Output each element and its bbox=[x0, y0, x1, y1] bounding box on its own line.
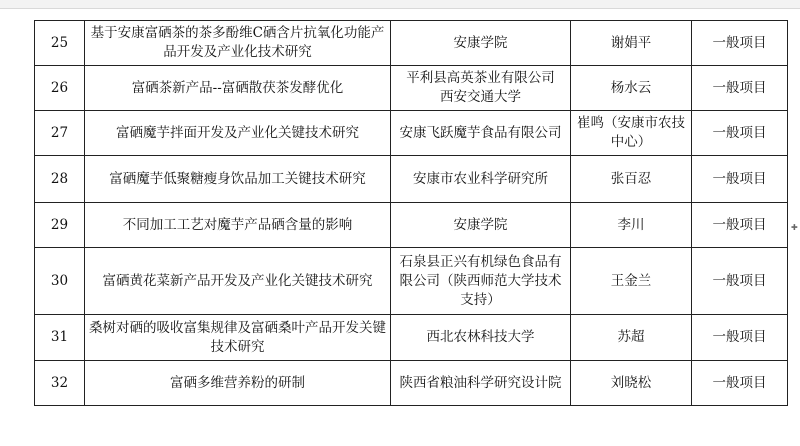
project-name: 富硒魔芋拌面开发及产业化关键技术研究 bbox=[85, 111, 391, 156]
project-type: 一般项目 bbox=[692, 66, 788, 111]
table-row bbox=[35, 248, 788, 315]
table-row bbox=[35, 21, 788, 66]
project-name: 桑树对硒的吸收富集规律及富硒桑叶产品开发关键技术研究 bbox=[85, 315, 391, 361]
row-number: 25 bbox=[35, 21, 85, 66]
organization: 陕西省粮油科学研究设计院 bbox=[391, 361, 571, 406]
project-type: 一般项目 bbox=[692, 315, 788, 361]
project-name: 富硒魔芋低聚糖瘦身饮品加工关键技术研究 bbox=[85, 156, 391, 203]
table-row bbox=[35, 361, 788, 406]
project-type: 一般项目 bbox=[692, 361, 788, 406]
project-table bbox=[34, 20, 788, 406]
organization: 安康飞跃魔芋食品有限公司 bbox=[391, 111, 571, 156]
project-name: 富硒多维营养粉的研制 bbox=[85, 361, 391, 406]
project-lead: 王金兰 bbox=[571, 248, 692, 315]
page-top-edge bbox=[0, 0, 800, 9]
project-lead: 崔鸣（安康市农技中心） bbox=[571, 111, 692, 156]
project-type: 一般项目 bbox=[692, 111, 788, 156]
organization: 安康市农业科学研究所 bbox=[391, 156, 571, 203]
project-lead: 刘晓松 bbox=[571, 361, 692, 406]
table-row bbox=[35, 156, 788, 203]
organization: 西北农林科技大学 bbox=[391, 315, 571, 361]
table-row bbox=[35, 111, 788, 156]
project-type: 一般项目 bbox=[692, 248, 788, 315]
row-number: 26 bbox=[35, 66, 85, 111]
organization: 安康学院 bbox=[391, 203, 571, 248]
table-resize-handle-icon[interactable]: ✚ bbox=[791, 223, 798, 232]
row-number: 29 bbox=[35, 203, 85, 248]
project-type: 一般项目 bbox=[692, 203, 788, 248]
table-row bbox=[35, 203, 788, 248]
row-number: 28 bbox=[35, 156, 85, 203]
organization: 平利县高英茶业有限公司 西安交通大学 bbox=[391, 66, 571, 111]
organization: 石泉县正兴有机绿色食品有限公司（陕西师范大学技术支持） bbox=[391, 248, 571, 315]
project-lead: 苏超 bbox=[571, 315, 692, 361]
row-number: 27 bbox=[35, 111, 85, 156]
row-number: 30 bbox=[35, 248, 85, 315]
project-lead: 李川 bbox=[571, 203, 692, 248]
table-row bbox=[35, 315, 788, 361]
project-name: 不同加工工艺对魔芋产品硒含量的影响 bbox=[85, 203, 391, 248]
table-row bbox=[35, 66, 788, 111]
project-lead: 杨水云 bbox=[571, 66, 692, 111]
project-name: 富硒茶新产品--富硒散茯茶发酵优化 bbox=[85, 66, 391, 111]
project-name: 富硒黄花菜新产品开发及产业化关键技术研究 bbox=[85, 248, 391, 315]
row-number: 32 bbox=[35, 361, 85, 406]
project-type: 一般项目 bbox=[692, 21, 788, 66]
project-type: 一般项目 bbox=[692, 156, 788, 203]
row-number: 31 bbox=[35, 315, 85, 361]
project-name: 基于安康富硒茶的茶多酚维C硒含片抗氧化功能产品开发及产业化技术研究 bbox=[85, 21, 391, 66]
organization: 安康学院 bbox=[391, 21, 571, 66]
project-lead: 谢娟平 bbox=[571, 21, 692, 66]
project-lead: 张百忍 bbox=[571, 156, 692, 203]
